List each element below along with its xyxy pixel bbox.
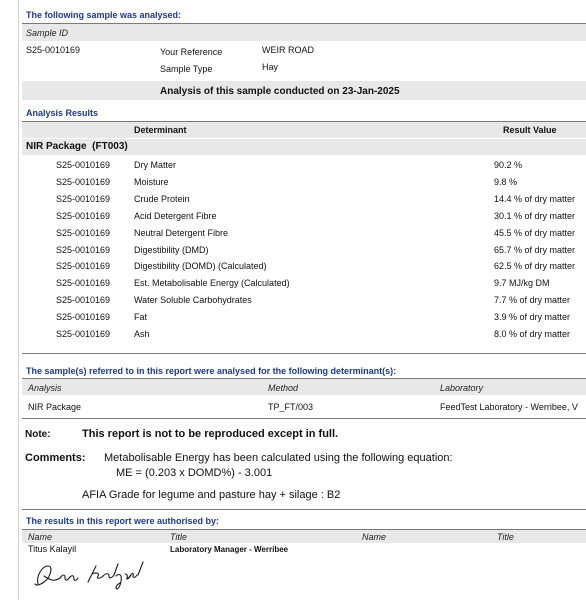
table-row: [0, 312, 586, 329]
col-header-analysis: Analysis: [28, 383, 62, 393]
row-determinant: Digestibility (DMD): [134, 244, 209, 255]
row-sample-id: S25-0010169: [56, 160, 111, 170]
row-result-value: 14.4 % of dry matter: [494, 193, 576, 204]
row-sample-id: S25-0010169: [56, 278, 111, 289]
row-result-value: 65.7 % of dry matter: [494, 244, 576, 255]
row-sample-id: S25-0010169: [56, 227, 111, 238]
table-row: [0, 329, 586, 346]
divider: [22, 509, 586, 510]
method-laboratory: FeedTest Laboratory - Werribee, V: [440, 402, 578, 412]
row-result-value: 7.7 % of dry matter: [494, 295, 571, 306]
sample-id-header-band: [22, 24, 586, 41]
signature: [30, 558, 160, 594]
col-header-determinant: Determinant: [134, 125, 187, 135]
note-label: Note:: [25, 429, 51, 440]
row-determinant: Est. Metabolisable Energy (Calculated): [134, 278, 290, 289]
row-result-value: 62.5 % of dry matter: [494, 261, 576, 272]
divider: [22, 418, 586, 419]
table-row: [0, 177, 586, 194]
row-result-value: 45.5 % of dry matter: [494, 227, 576, 238]
results-section-title: Analysis Results: [26, 108, 99, 118]
comments-equation: ME = (0.203 x DOMD%) - 3.001: [116, 467, 273, 479]
method-analysis: NIR Package: [28, 402, 82, 412]
col-header-title: Title: [170, 532, 187, 542]
method-code: TP_FT/003: [268, 402, 314, 412]
comments-afia-grade: AFIA Grade for legume and pasture hay + silage : B2: [82, 489, 341, 501]
row-sample-id: S25-0010169: [56, 210, 111, 221]
row-result-value: 30.1 % of dry matter: [494, 210, 576, 221]
row-determinant: Fat: [134, 312, 148, 323]
col-header-result: Result Value: [503, 125, 557, 135]
row-determinant: Water Soluble Carbohydrates: [134, 295, 252, 306]
comments-label: Comments:: [25, 452, 86, 464]
table-row: [0, 194, 586, 211]
row-determinant: Neutral Detergent Fibre: [134, 227, 229, 238]
sample-type-value: Hay: [262, 62, 279, 72]
row-sample-id: S25-0010169: [56, 176, 111, 187]
note-text: This report is not to be reproduced except in full.: [82, 428, 339, 440]
table-row: [0, 261, 586, 278]
row-result-value: 8.0 % of dry matter: [494, 329, 571, 339]
authoriser-name: Titus Kalayil: [28, 544, 77, 554]
row-determinant: Dry Matter: [134, 160, 177, 170]
col-header-name-2: Name: [362, 532, 387, 542]
sample-id-value: S25-0010169: [26, 45, 81, 55]
row-result-value: 9.8 %: [494, 176, 518, 187]
table-row: [0, 278, 586, 295]
methods-header-band: [22, 379, 586, 395]
col-header-name: Name: [28, 532, 53, 542]
comments-line-1: Metabolisable Energy has been calculated using the following equation:: [104, 452, 453, 464]
authorised-section-title: The results in this report were authorised by:: [26, 516, 220, 526]
authoriser-title: Laboratory Manager - Werribee: [170, 545, 289, 554]
row-sample-id: S25-0010169: [56, 193, 111, 204]
row-result-value: 9.7 MJ/kg DM: [494, 278, 550, 289]
row-sample-id: S25-0010169: [56, 261, 111, 272]
table-row: [0, 160, 586, 177]
row-result-value: 3.9 % of dry matter: [494, 312, 571, 323]
analysis-date-heading: Analysis of this sample conducted on 23-Jan-2025: [160, 86, 400, 97]
row-sample-id: S25-0010169: [56, 312, 111, 323]
row-determinant: Moisture: [134, 176, 169, 187]
row-determinant: Acid Detergent Fibre: [134, 210, 217, 221]
table-row: [0, 295, 586, 312]
col-header-method: Method: [268, 383, 299, 393]
sample-section-title: The following sample was analysed:: [26, 10, 182, 20]
row-sample-id: S25-0010169: [56, 329, 111, 339]
table-row: [0, 245, 586, 262]
col-header-title-2: Title: [497, 532, 514, 542]
row-determinant: Ash: [134, 329, 150, 339]
row-result-value: 90.2 %: [494, 160, 523, 170]
reference-value: WEIR ROAD: [262, 45, 315, 55]
row-sample-id: S25-0010169: [56, 244, 111, 255]
results-header-band: [22, 122, 586, 138]
package-name: NIR Package (FT003): [26, 141, 128, 152]
sample-type-label: Sample Type: [160, 64, 213, 74]
methods-section-title: The sample(s) referred to in this report were analysed for the following determinant(s):: [26, 366, 397, 376]
table-row: [0, 211, 586, 228]
row-sample-id: S25-0010169: [56, 295, 111, 306]
row-determinant: Digestibility (DOMD) (Calculated): [134, 261, 267, 272]
table-row: [0, 228, 586, 245]
sample-id-label: Sample ID: [26, 28, 69, 38]
col-header-laboratory: Laboratory: [440, 383, 484, 393]
row-determinant: Crude Protein: [134, 193, 190, 204]
divider: [22, 353, 586, 354]
reference-label: Your Reference: [160, 47, 223, 57]
